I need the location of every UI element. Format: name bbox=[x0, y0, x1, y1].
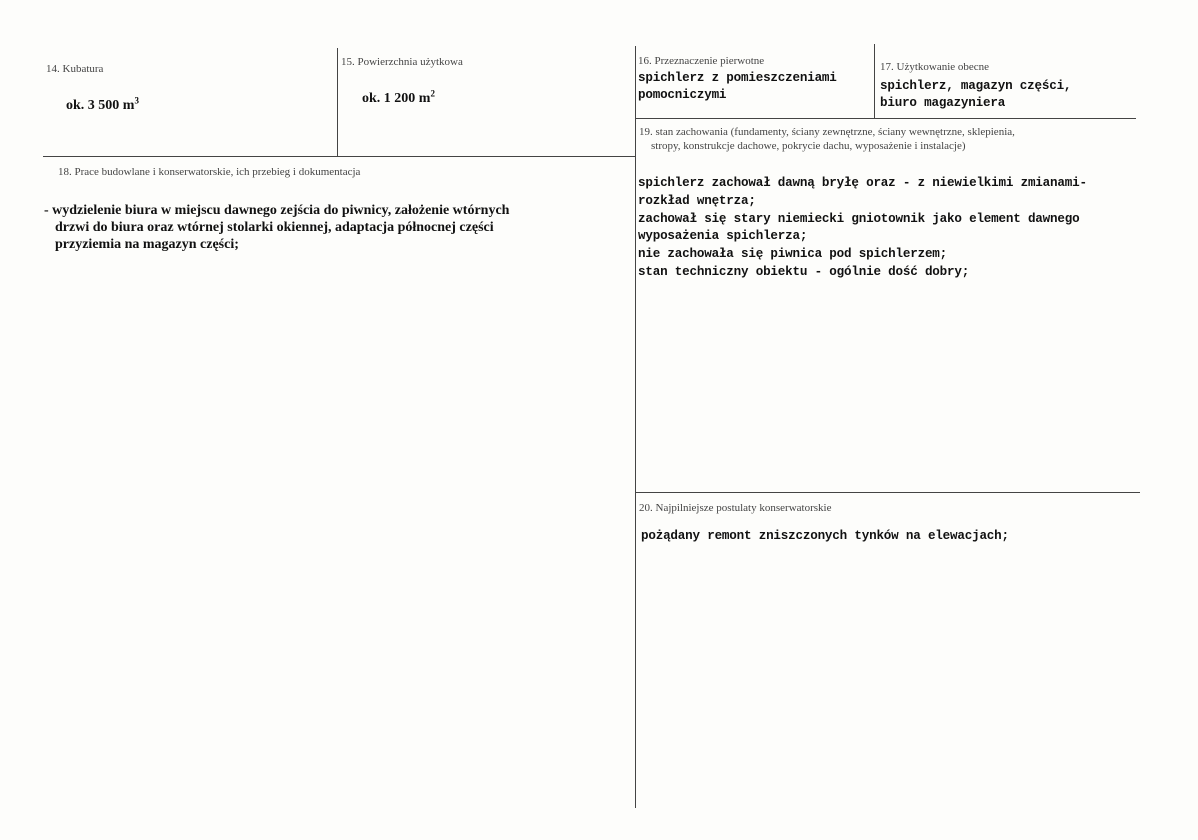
field-19-line: zachował się stary niemiecki gniotownik jako element dawnego bbox=[638, 211, 1080, 226]
divider-top-left bbox=[43, 156, 636, 157]
field-18-line: drzwi do biura oraz wtórnej stolarki okiennej, adaptacja północnej części bbox=[55, 220, 494, 235]
field-17-line: biuro magazyniera bbox=[880, 96, 1006, 110]
field-16-line: pomocniczymi bbox=[638, 88, 727, 102]
field-19-line: spichlerz zachował dawną bryłę oraz - z niewielkimi zmianami- bbox=[638, 176, 1087, 190]
field-16-value bbox=[638, 70, 837, 104]
field-18-label: 18. Prace budowlane i konserwatorskie, ich przebieg i dokumentacja bbox=[58, 166, 361, 178]
divider-14-15 bbox=[337, 48, 338, 156]
field-15-value-text: ok. 1 200 m bbox=[362, 91, 431, 106]
field-19-label bbox=[639, 125, 1015, 153]
field-16-line: spichlerz z pomieszczeniami bbox=[638, 71, 837, 85]
field-18-value bbox=[44, 202, 509, 253]
divider-16-17 bbox=[874, 44, 875, 118]
field-19-line: wyposażenia spichlerza; bbox=[638, 229, 808, 244]
field-20-label: 20. Najpilniejsze postulaty konserwatorskie bbox=[639, 502, 832, 514]
divider-19-20 bbox=[636, 492, 1140, 493]
field-19-label-line: 19. stan zachowania (fundamenty, ściany zewnętrzne, ściany wewnętrzne, sklepienia, bbox=[639, 126, 1015, 138]
field-19-value bbox=[638, 175, 1087, 282]
field-15-value bbox=[362, 90, 435, 107]
field-14-value bbox=[66, 97, 139, 114]
field-19-label-line: stropy, konstrukcje dachowe, pokrycie dachu, wyposażenie i instalacje) bbox=[651, 140, 966, 152]
field-20-value bbox=[641, 528, 1009, 545]
field-14-value-text: ok. 3 500 m bbox=[66, 98, 135, 113]
field-17-line: spichlerz, magazyn części, bbox=[880, 79, 1072, 93]
field-14-unit-exponent: 3 bbox=[134, 95, 139, 106]
field-20-line: pożądany remont zniszczonych tynków na elewacjach; bbox=[641, 529, 1009, 543]
divider-15-16 bbox=[635, 46, 636, 808]
field-16-label: 16. Przeznaczenie pierwotne bbox=[638, 55, 765, 67]
divider-top-right bbox=[636, 118, 1136, 119]
field-15-label: 15. Powierzchnia użytkowa bbox=[341, 56, 463, 68]
field-18-line: - wydzielenie biura w miejscu dawnego zejścia do piwnicy, założenie wtórnych bbox=[44, 203, 510, 218]
field-17-label: 17. Użytkowanie obecne bbox=[880, 61, 990, 73]
field-19-line: rozkład wnętrza; bbox=[638, 193, 756, 208]
field-15-unit-exponent: 2 bbox=[430, 88, 435, 99]
field-17-value bbox=[880, 78, 1071, 112]
field-19-line: stan techniczny obiektu - ogólnie dość dobry; bbox=[638, 264, 970, 279]
field-14-label: 14. Kubatura bbox=[46, 63, 104, 75]
field-19-line: nie zachowała się piwnica pod spichlerzem; bbox=[638, 247, 948, 262]
field-18-line: przyziemia na magazyn części; bbox=[55, 237, 239, 252]
